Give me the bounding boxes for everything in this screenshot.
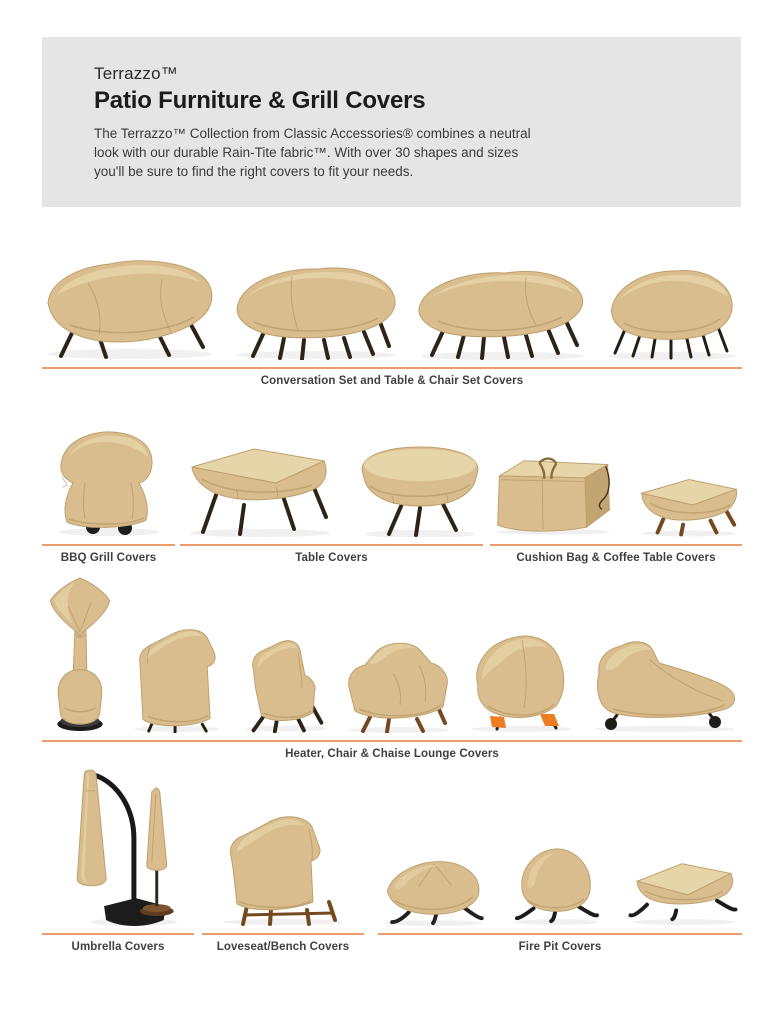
section-divider [42,367,742,369]
section-label: BBQ Grill Covers [60,552,157,564]
section-label: Fire Pit Covers [518,941,602,953]
bbq-grill-cover-image [49,427,169,537]
stackable-chairs-cover-image [125,621,230,733]
deep-seat-chair-cover-image [464,628,579,733]
description-line: look with our durable Rain-Tite fabric™. With over 30 shapes and sizes [94,145,519,160]
product-images [490,425,742,537]
rectangular-table-cover-image [180,437,335,537]
product-images [42,425,175,537]
group-table-covers [180,425,483,564]
section-label: Conversation Set and Table & Chair Set Covers [260,375,524,387]
product-images [378,765,742,926]
group-heater-chair-chaise-covers [42,575,742,760]
group-fire-pit-covers [378,765,742,953]
group-bbq-grill-covers [42,425,175,564]
product-images [202,765,364,926]
section-label: Table Covers [295,552,368,564]
product-images [42,255,742,360]
description-line: The Terrazzo™ Collection from Classic Accessories® combines a neutral [94,126,531,141]
group-umbrella-covers [42,765,194,953]
group-loveseat-bench-covers [202,765,364,953]
umbrella-covers-image [48,765,188,926]
group-cushion-bag-coffee-table-covers [490,425,742,564]
section-divider [202,933,364,935]
section-label: Loveseat/Bench Covers [216,941,350,953]
section-divider [42,740,742,742]
brand-name: Terrazzo™ [94,64,178,83]
header-panel [42,37,741,207]
section-divider [42,544,175,546]
section-label: Heater, Chair & Chaise Lounge Covers [285,748,499,760]
chaise-lounge-cover-image [587,631,742,733]
section-divider [490,544,742,546]
section-label: Cushion Bag & Coffee Table Covers [516,552,716,564]
product-images [42,765,194,926]
patio-heater-cover-image [42,575,117,733]
description-line: you'll be sure to find the right covers to fit your needs. [94,164,414,179]
round-fire-pit-cover-image [378,854,490,926]
oval-table-chair-set-cover-2-image [414,265,589,360]
section-divider [42,933,194,935]
section-divider [378,933,742,935]
section-divider [180,544,483,546]
round-table-chair-set-cover-image [602,265,742,360]
dome-fire-pit-cover-image [511,844,603,926]
square-fire-pit-cover-image [624,854,742,926]
high-back-chair-cover-image [238,628,333,733]
product-images [180,425,483,537]
oval-table-chair-set-cover-image [230,260,400,360]
group-conversation-table-chair-covers [42,255,742,387]
header-description [94,124,701,181]
page-title: Patio Furniture & Grill Covers [94,87,426,114]
section-label: Umbrella Covers [71,941,165,953]
cushion-storage-bag-image [490,449,618,537]
lounge-chair-cover-image [341,635,456,733]
loveseat-bench-cover-image [213,808,353,926]
conversation-set-cover-image [42,255,217,360]
coffee-table-cover-image [634,473,742,537]
product-images [42,575,742,733]
round-table-cover-image [358,442,483,537]
